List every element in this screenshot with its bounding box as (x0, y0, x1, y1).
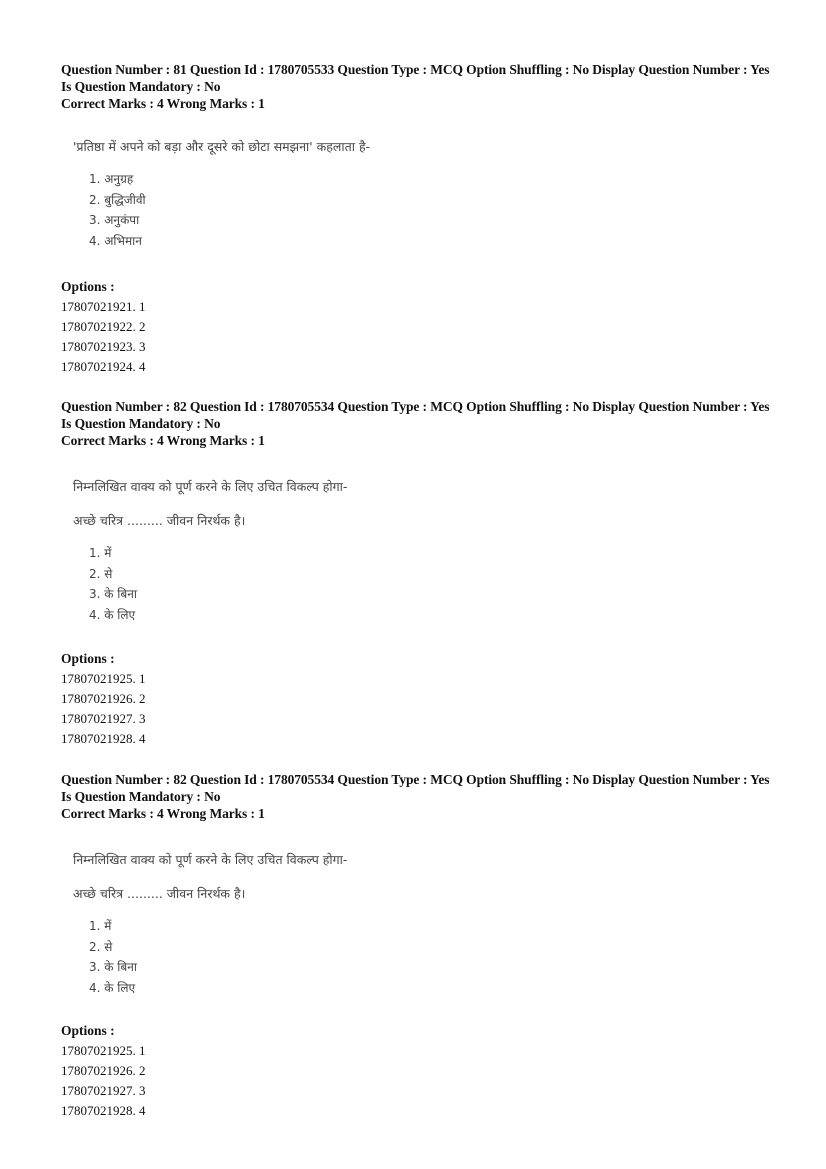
choice-3: 3. अनुकंपा (89, 213, 140, 227)
option-row: 17807021928. 4 (61, 731, 146, 746)
options-label: Options : (61, 279, 115, 294)
choice-3: 3. के बिना (89, 587, 138, 601)
question-image (73, 137, 781, 251)
choice-3: 3. के बिना (89, 960, 138, 974)
question-text: 'प्रतिष्ठा में अपने को बड़ा और दूसरे को छोटा समझना' कहलाता है- (73, 139, 371, 154)
choice-4: 4. के लिए (89, 607, 136, 622)
question-meta-line: Question Number : 82 Question Id : 1780705534 Question Type : MCQ Option Shuffling : No Display Question Number : Yes (61, 772, 770, 787)
question-meta-line: Question Number : 81 Question Id : 1780705533 Question Type : MCQ Option Shuffling : No Display Question Number : Yes (61, 62, 770, 77)
option-row: 17807021922. 2 (61, 319, 146, 334)
question-block-82 (61, 398, 781, 625)
question-sentence: अच्छे चरित्र ......... जीवन निरर्थक है। (73, 513, 246, 528)
choice-4: 4. अभिमान (89, 233, 142, 248)
option-row: 17807021926. 2 (61, 691, 146, 706)
marks-line: Correct Marks : 4 Wrong Marks : 1 (61, 806, 265, 821)
option-row: 17807021928. 4 (61, 1103, 146, 1118)
question-text: निम्नलिखित वाक्य को पूर्ण करने के लिए उचित विकल्प होगा- (73, 479, 348, 494)
question-meta-line: Question Number : 82 Question Id : 1780705534 Question Type : MCQ Option Shuffling : No Display Question Number : Yes (61, 399, 770, 414)
choice-2: 2. से (89, 566, 113, 581)
options-label: Options : (61, 1023, 115, 1038)
mandatory-line: Is Question Mandatory : No (61, 789, 221, 804)
option-row: 17807021925. 1 (61, 671, 146, 686)
option-row: 17807021923. 3 (61, 339, 146, 354)
marks-line: Correct Marks : 4 Wrong Marks : 1 (61, 433, 265, 448)
option-row: 17807021927. 3 (61, 1083, 146, 1098)
mandatory-line: Is Question Mandatory : No (61, 416, 221, 431)
mandatory-line: Is Question Mandatory : No (61, 79, 221, 94)
options-block-82-repeat (61, 1022, 781, 1121)
question-block-82-repeat (61, 771, 781, 998)
question-sentence: अच्छे चरित्र ......... जीवन निरर्थक है। (73, 886, 246, 901)
options-block-81 (61, 278, 781, 377)
question-header (61, 771, 781, 822)
option-row: 17807021927. 3 (61, 711, 146, 726)
choice-1: 1. अनुग्रह (89, 172, 134, 186)
option-row: 17807021921. 1 (61, 299, 146, 314)
option-row: 17807021926. 2 (61, 1063, 146, 1078)
choice-2: 2. से (89, 939, 113, 954)
choice-1: 1. में (89, 919, 112, 933)
choice-2: 2. बुद्धिजीवी (89, 192, 146, 207)
options-block-82 (61, 650, 781, 749)
option-row: 17807021924. 4 (61, 359, 146, 374)
options-label: Options : (61, 651, 115, 666)
question-text: निम्नलिखित वाक्य को पूर्ण करने के लिए उचित विकल्प होगा- (73, 852, 348, 867)
question-image (73, 850, 781, 998)
question-header (61, 61, 781, 112)
question-block-81 (61, 61, 781, 251)
marks-line: Correct Marks : 4 Wrong Marks : 1 (61, 96, 265, 111)
choice-1: 1. में (89, 546, 112, 560)
question-image (73, 477, 781, 625)
question-header (61, 398, 781, 449)
option-row: 17807021925. 1 (61, 1043, 146, 1058)
choice-4: 4. के लिए (89, 980, 136, 995)
